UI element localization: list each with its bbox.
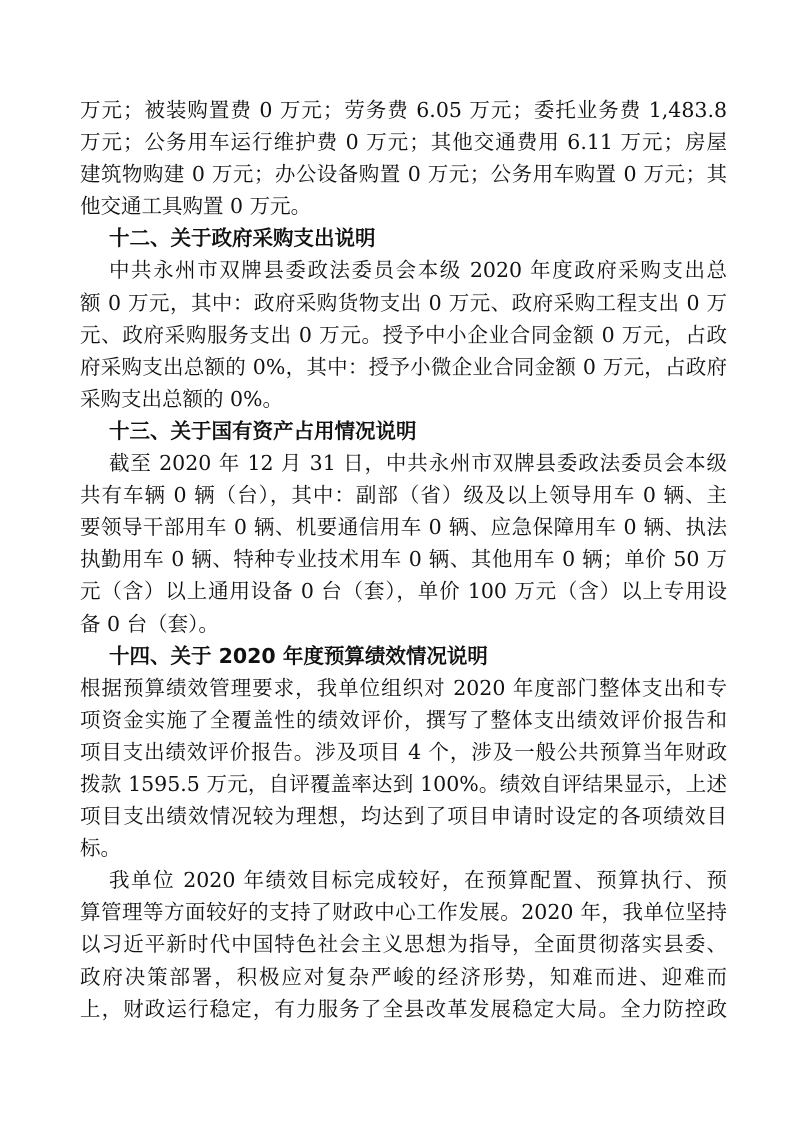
text-line: 上，财政运行稳定，有力服务了全县改革发展稳定大局。全力防控政 bbox=[80, 996, 727, 1021]
text-line: 项资金实施了全覆盖性的绩效评价，撰写了整体支出绩效评价报告和 bbox=[80, 707, 727, 732]
section-heading-performance: 十四、关于 2020 年度预算绩效情况说明 bbox=[109, 643, 488, 668]
text-line: 标。 bbox=[80, 836, 121, 861]
text-line: 根据预算绩效管理要求，我单位组织对 2020 年度部门整体支出和专 bbox=[80, 675, 727, 700]
text-line: 建筑物购建 0 万元；办公设备购置 0 万元；公务用车购置 0 万元；其 bbox=[80, 162, 727, 187]
text-line: 项目支出绩效评价报告。涉及项目 4 个，涉及一般公共预算当年财政 bbox=[80, 739, 727, 764]
text-line: 共有车辆 0 辆（台），其中：副部（省）级及以上领导用车 0 辆、主 bbox=[80, 483, 727, 508]
text-line: 拨款 1595.5 万元，自评覆盖率达到 100%。绩效自评结果显示，上述 bbox=[80, 771, 727, 796]
text-line: 中共永州市双牌县委政法委员会本级 2020 年度政府采购支出总 bbox=[109, 258, 727, 283]
text-line: 府采购支出总额的 0%，其中：授予小微企业合同金额 0 万元，占政府 bbox=[80, 354, 727, 379]
paragraph-performance bbox=[80, 672, 727, 865]
text-line: 采购支出总额的 0%。 bbox=[80, 386, 284, 411]
text-line: 执勤用车 0 辆、特种专业技术用车 0 辆、其他用车 0 辆；单价 50 万 bbox=[80, 547, 727, 572]
text-line: 算管理等方面较好的支持了财政中心工作发展。2020 年，我单位坚持 bbox=[80, 900, 727, 925]
section-heading-assets: 十三、关于国有资产占用情况说明 bbox=[109, 418, 417, 443]
text-line: 备 0 台（套）。 bbox=[80, 611, 219, 636]
text-line: 以习近平新时代中国特色社会主义思想为指导，全面贯彻落实县委、 bbox=[80, 932, 727, 957]
text-line: 元、政府采购服务支出 0 万元。授予中小企业合同金额 0 万元，占政 bbox=[80, 322, 727, 347]
text-line: 截至 2020 年 12 月 31 日，中共永州市双牌县委政法委员会本级 bbox=[109, 451, 727, 476]
paragraph-performance-summary bbox=[80, 864, 727, 1024]
text-line: 我单位 2020 年绩效目标完成较好，在预算配置、预算执行、预 bbox=[109, 868, 727, 893]
text-line: 额 0 万元，其中：政府采购货物支出 0 万元、政府采购工程支出 0 万 bbox=[80, 290, 727, 315]
section-heading-procurement: 十二、关于政府采购支出说明 bbox=[109, 226, 376, 251]
text-line: 他交通工具购置 0 万元。 bbox=[80, 194, 312, 219]
paragraph-expense-tail bbox=[80, 94, 727, 222]
text-line: 元（含）以上通用设备 0 台（套），单价 100 万元（含）以上专用设 bbox=[80, 579, 727, 604]
text-line: 要领导干部用车 0 辆、机要通信用车 0 辆、应急保障用车 0 辆、执法 bbox=[80, 515, 727, 540]
paragraph-procurement bbox=[80, 254, 727, 414]
text-line: 万元；公务用车运行维护费 0 万元；其他交通费用 6.11 万元；房屋 bbox=[80, 130, 727, 155]
text-line: 项目支出绩效情况较为理想，均达到了项目申请时设定的各项绩效目 bbox=[80, 804, 727, 829]
text-line: 万元；被装购置费 0 万元；劳务费 6.05 万元；委托业务费 1,483.8 bbox=[80, 98, 727, 122]
paragraph-assets bbox=[80, 447, 727, 640]
document-page bbox=[80, 94, 727, 1025]
text-line: 政府决策部署，积极应对复杂严峻的经济形势，知难而进、迎难而 bbox=[80, 964, 727, 989]
